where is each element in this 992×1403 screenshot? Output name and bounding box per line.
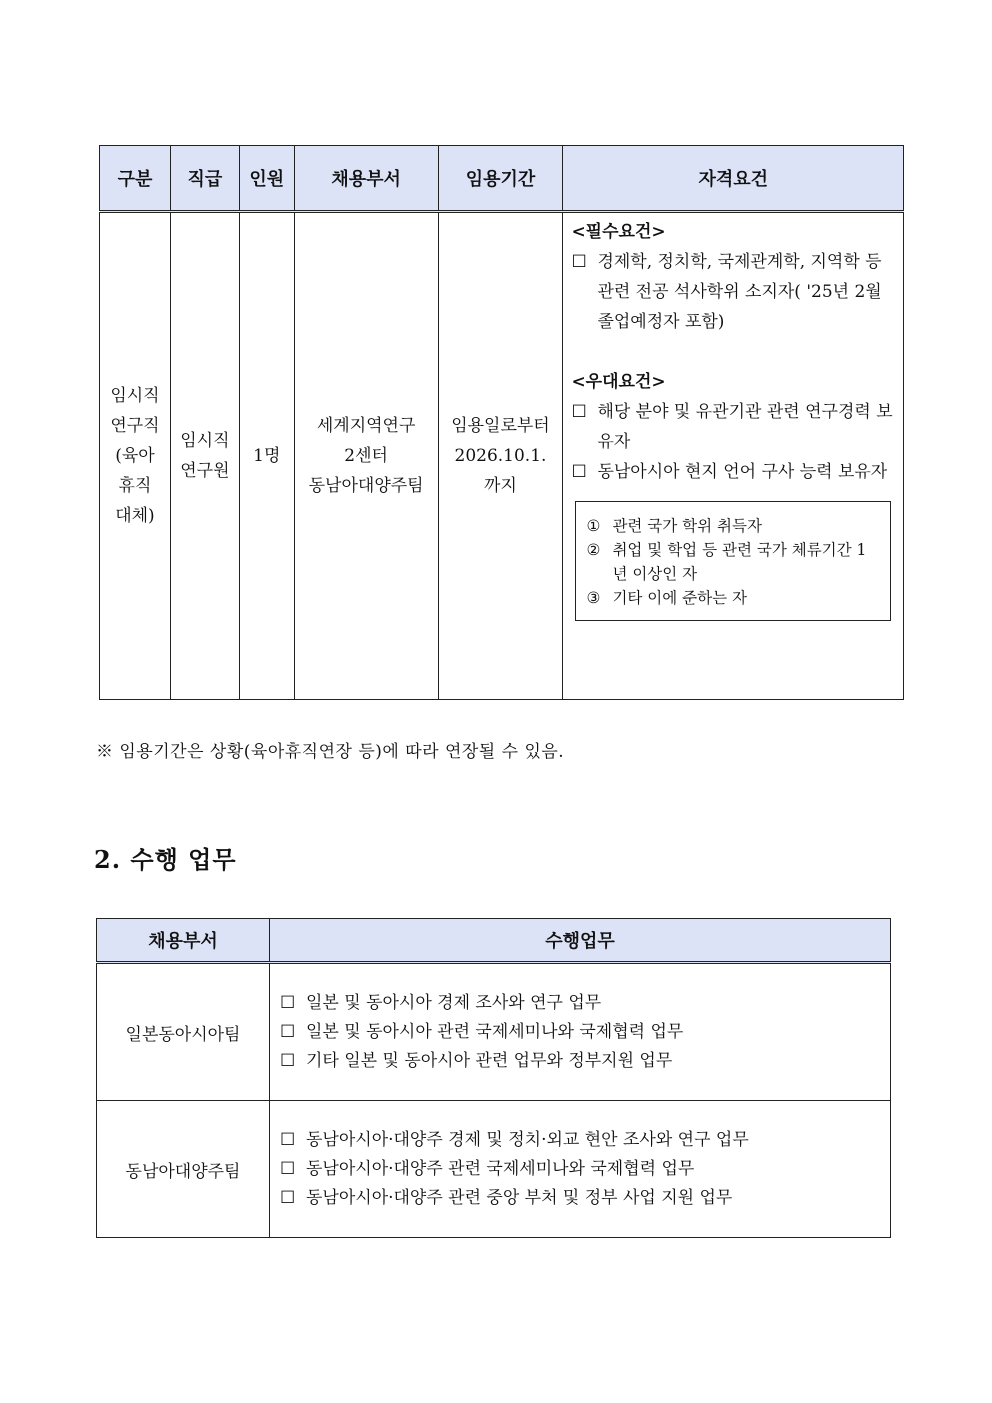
department-cell: 동남아대양주팀: [97, 1101, 270, 1238]
duty-item: [280, 1126, 880, 1155]
box-item: [586, 538, 880, 586]
duty-item: [280, 989, 880, 1018]
category-line: (육아: [115, 446, 155, 466]
header-qualifications: 자격요건: [563, 146, 904, 212]
recruitment-table: [99, 145, 904, 700]
header-grade: 직급: [170, 146, 239, 212]
box-item: [586, 514, 880, 538]
period-line: 까지: [484, 476, 517, 496]
checkbox-icon: ☐: [280, 1021, 296, 1042]
duty-text: 일본 및 동아시아 경제 조사와 연구 업무: [306, 992, 602, 1013]
required-title: <필수요건>: [571, 222, 666, 242]
table-header-row: [100, 146, 904, 212]
duty-item: [280, 1184, 880, 1213]
header-duties: 수행업무: [270, 919, 891, 963]
duty-item: [280, 1018, 880, 1047]
category-line: 임시직: [110, 386, 160, 406]
section-title: 2. 수행 업무: [94, 845, 237, 874]
period-line: 2026.10.1.: [454, 446, 547, 466]
department-line: 세계지역연구: [316, 416, 416, 436]
duty-item: [280, 1047, 880, 1076]
box-item-text: 기타 이에 준하는 자: [612, 589, 748, 607]
duty-item: [280, 1155, 880, 1184]
department-line: 2센터: [344, 446, 388, 466]
duty-text: 동남아시아·대양주 관련 국제세미나와 국제협력 업무: [306, 1158, 695, 1179]
box-item-text: 관련 국가 학위 취득자: [612, 517, 762, 535]
duty-text: 일본 및 동아시아 관련 국제세미나와 국제협력 업무: [306, 1021, 684, 1042]
required-item-text: 경제학, 정치학, 국제관계학, 지역학 등 관련 전공 석사학위 소지자( '25년 2월 졸업예정자 포함): [597, 252, 882, 332]
duty-text: 기타 일본 및 동아시아 관련 업무와 정부지원 업무: [306, 1050, 673, 1071]
preferred-title: <우대요건>: [571, 372, 666, 392]
category-line: 연구직: [110, 416, 160, 436]
table-row: [100, 212, 904, 700]
department-line: 동남아대양주팀: [308, 476, 424, 496]
preferred-details-box: [575, 501, 891, 621]
duty-text: 동남아시아·대양주 관련 중앙 부처 및 정부 사업 지원 업무: [306, 1187, 733, 1208]
preferred-item-text: 해당 분야 및 유관기관 관련 연구경력 보유자: [597, 402, 893, 452]
header-department: 채용부서: [97, 919, 270, 963]
box-item: [586, 586, 880, 610]
circled-number: ②: [586, 541, 601, 559]
checkbox-icon: ☐: [280, 1158, 296, 1179]
header-period: 임용기간: [438, 146, 563, 212]
checkbox-icon: ☐: [280, 1187, 296, 1208]
checkbox-icon: ☐: [571, 462, 587, 482]
table-row: [97, 963, 891, 1101]
category-line: 휴직: [118, 476, 152, 496]
department-cell: [294, 212, 438, 700]
count-cell: 1명: [239, 212, 294, 700]
table-row: [97, 1101, 891, 1238]
qualifications-cell: [563, 212, 904, 700]
grade-line: 연구원: [180, 461, 230, 481]
period-note: ※ 임용기간은 상황(육아휴직연장 등)에 따라 연장될 수 있음.: [96, 742, 565, 762]
department-cell: 일본동아시아팀: [97, 963, 270, 1101]
header-department: 채용부서: [294, 146, 438, 212]
checkbox-icon: ☐: [280, 1129, 296, 1150]
table-header-row: [97, 919, 891, 963]
category-line: 대체): [115, 506, 155, 526]
circled-number: ①: [586, 517, 601, 535]
period-line: 임용일로부터: [451, 416, 550, 436]
grade-line: 임시직: [180, 431, 230, 451]
preferred-item-text: 동남아시아 현지 언어 구사 능력 보유자: [597, 462, 888, 482]
duties-cell: [270, 1101, 891, 1238]
checkbox-icon: ☐: [280, 992, 296, 1013]
checkbox-icon: ☐: [571, 252, 587, 272]
period-cell: [438, 212, 563, 700]
duty-text: 동남아시아·대양주 경제 및 정치·외교 현안 조사와 연구 업무: [306, 1129, 749, 1150]
grade-cell: [170, 212, 239, 700]
header-category: 구분: [100, 146, 171, 212]
circled-number: ③: [586, 589, 601, 607]
duties-cell: [270, 963, 891, 1101]
preferred-item: [571, 457, 895, 487]
required-item: [571, 247, 895, 337]
checkbox-icon: ☐: [571, 402, 587, 422]
checkbox-icon: ☐: [280, 1050, 296, 1071]
header-count: 인원: [239, 146, 294, 212]
preferred-item: [571, 397, 895, 457]
box-item-text: 취업 및 학업 등 관련 국가 체류기간 1년 이상인 자: [612, 541, 867, 583]
category-cell: [100, 212, 171, 700]
duties-table: [96, 918, 891, 1238]
